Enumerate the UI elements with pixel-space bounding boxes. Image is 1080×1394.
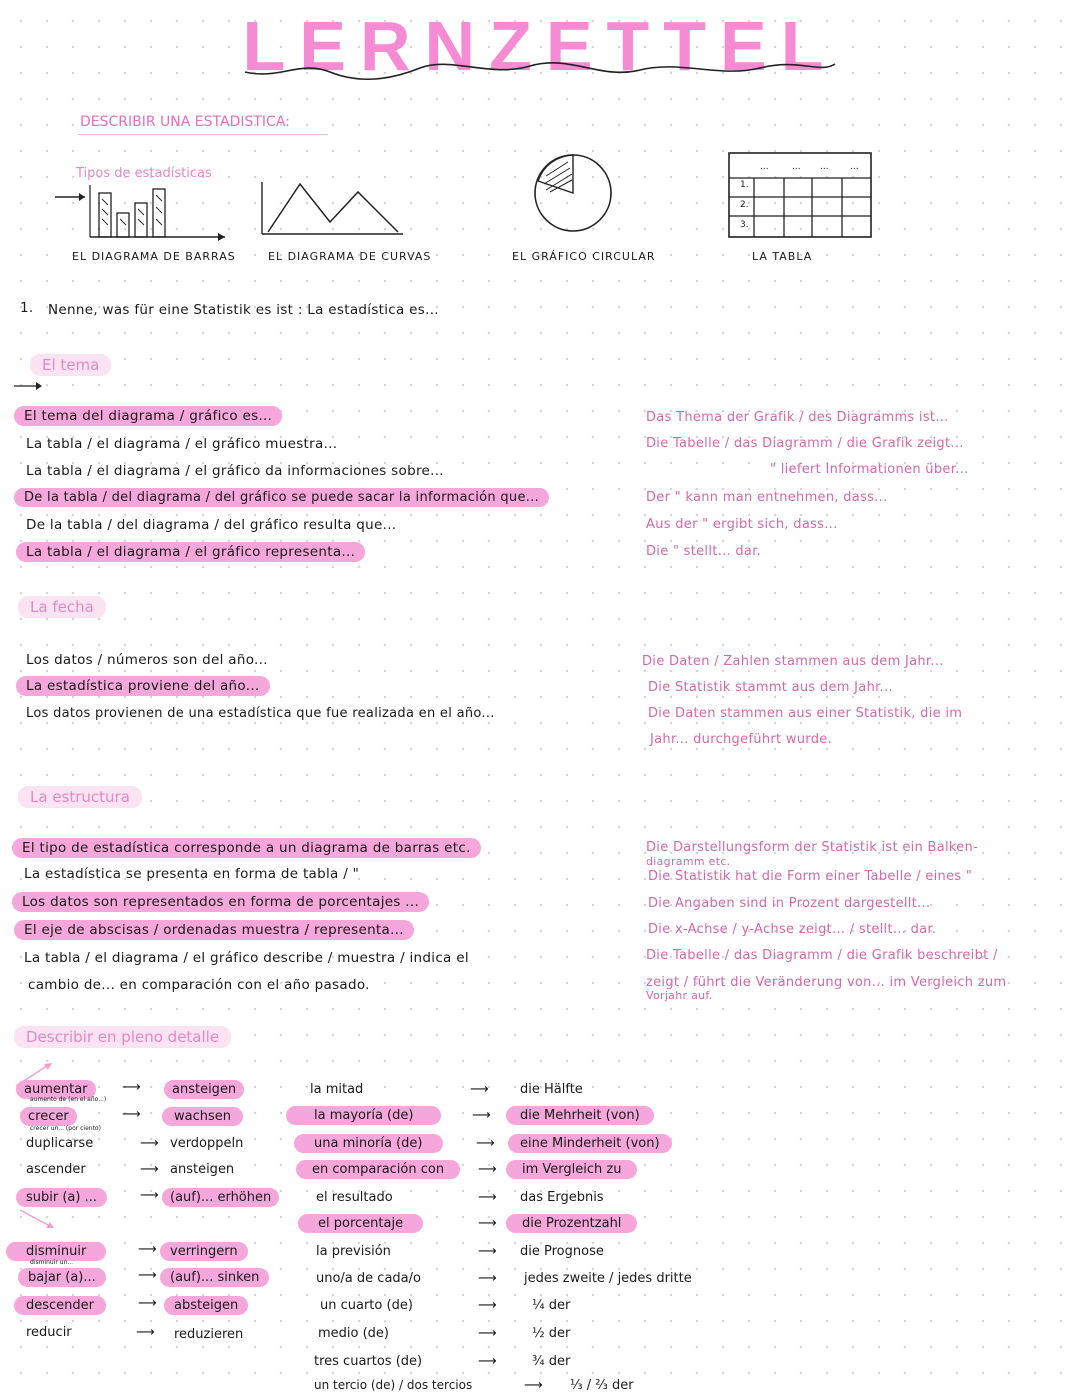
question-number: 1. [20,300,34,316]
tema-es-line: La tabla / el diagrama / el gráfico representa... [16,542,365,562]
phrase-de: die Prognose [520,1244,604,1259]
fecha-es-line: La estadística proviene del año... [16,676,270,696]
estructura-es-line: El eje de abscisas / ordenadas muestra / representa... [14,920,414,940]
fecha-es-line: Los datos / números son del año... [26,652,268,668]
arrow-right-icon: ⟶ [476,1136,495,1151]
tema-de-line: " liefert Informationen über... [770,462,969,477]
verb-de: verdoppeln [170,1136,244,1151]
fecha-de-line: Die Daten stammen aus einer Statistik, die im [648,706,963,721]
verb-es: ascender [26,1162,86,1177]
arrow-right-icon: ⟶ [472,1108,491,1123]
arrow-right-icon: ⟶ [140,1188,159,1203]
estructura-de-line: zeigt / führt die Veränderung von... im Vergleich zum [646,975,1007,990]
phrase-de: im Vergleich zu [506,1160,637,1179]
tema-de-line: Der " kann man entnehmen, dass... [646,490,888,505]
table-row-number: 1. [740,180,749,190]
phrase-es: la mayoría (de) [286,1106,441,1125]
arrow-right-icon: ⟶ [470,1082,489,1097]
estructura-de-line: diagramm etc. [646,855,731,868]
phrase-es: uno/a de cada/o [316,1271,421,1286]
phrase-de: die Prozentzahl [506,1214,637,1233]
phrase-es: un cuarto (de) [320,1298,413,1313]
arrow-right-icon: ⟶ [138,1242,157,1257]
phrase-de: die Mehrheit (von) [506,1106,654,1125]
arrow-right-icon: ⟶ [138,1296,157,1311]
tema-de-line: Aus der " ergibt sich, dass... [646,517,838,532]
verb-es: descender [14,1296,106,1315]
estructura-es-line: cambio de... en comparación con el año pasado. [28,977,370,993]
tema-de-line: Das Thema der Grafik / des Diagramms ist... [646,410,949,425]
phrase-es: un tercio (de) / dos tercios [314,1378,473,1392]
verb-de: verringern [160,1242,248,1261]
phrase-es: tres cuartos (de) [314,1354,423,1369]
table-row-number: 2. [740,200,749,210]
arrow-right-icon: ⟶ [478,1354,497,1369]
phrase-es: en comparación con [296,1160,460,1179]
arrow-right-icon: ⟶ [122,1080,141,1095]
fecha-de-line: Die Daten / Zahlen stammen aus dem Jahr... [642,654,944,669]
estructura-es-line: La estadística se presenta en forma de tabla / " [24,866,360,882]
verb-es: aumentar [16,1080,96,1099]
verb-note: crecer un... (por ciento) [30,1125,101,1132]
estructura-de-line: Die x-Achse / y-Achse zeigt... / stellt... dar. [648,922,937,937]
arrow-right-icon [14,380,44,392]
estructura-es-line: Los datos son representados en forma de porcentajes ... [12,892,429,912]
section-title-estructura: La estructura [18,786,142,808]
phrase-de: eine Minderheit (von) [508,1134,672,1153]
verb-es: bajar (a)... [18,1268,106,1287]
arrow-right-icon: ⟶ [478,1190,497,1205]
verb-note: aumento de (en el año...) [30,1096,107,1103]
verb-es: disminuir [6,1242,106,1261]
title-underline-scribble [240,50,840,90]
estructura-es-line: El tipo de estadística corresponde a un diagrama de barras etc. [12,838,481,858]
phrase-es: una minoría (de) [294,1134,443,1153]
bar-chart-label: EL DIAGRAMA DE BARRAS [72,250,236,263]
verb-de: ansteigen [164,1080,244,1099]
arrow-right-icon: ⟶ [478,1216,497,1231]
line-chart-icon [258,178,408,238]
verb-de: reduzieren [174,1327,244,1342]
phrase-es: medio (de) [318,1326,390,1341]
arrow-right-icon: ⟶ [136,1325,155,1340]
table-row-number: 3. [740,220,749,230]
section-heading: DESCRIBIR UNA ESTADISTICA: [80,114,290,130]
arrow-right-icon: ⟶ [478,1326,497,1341]
verb-es: reducir [26,1325,72,1340]
fecha-de-line: Jahr... durchgeführt wurde. [650,732,833,747]
table-header-dots: ... [760,162,769,172]
pie-chart-label: EL GRÁFICO CIRCULAR [512,250,656,263]
verb-de: (auf)... erhöhen [162,1188,279,1207]
tema-de-line: Die Tabelle / das Diagramm / die Grafik zeigt... [646,436,964,451]
down-arrow-icon [18,1208,58,1230]
phrase-es: el resultado [316,1190,393,1205]
phrase-de: die Hälfte [520,1082,583,1097]
estructura-de-line: Vorjahr auf. [646,989,713,1002]
verb-es: duplicarse [26,1136,94,1151]
arrow-right-icon: ⟶ [478,1298,497,1313]
table-label: LA TABLA [752,250,813,263]
phrase-es: la previsión [316,1244,391,1259]
arrow-right-icon: ⟶ [478,1271,497,1286]
arrow-right-icon: ⟶ [524,1378,543,1393]
verb-es: subir (a) ... [16,1188,107,1207]
table-header-dots: ... [850,162,859,172]
line-chart-label: EL DIAGRAMA DE CURVAS [268,250,432,263]
phrase-de: ½ der [532,1326,571,1341]
phrase-de: das Ergebnis [520,1190,604,1205]
arrow-right-icon: ⟶ [140,1136,159,1151]
arrow-right-icon: ⟶ [478,1162,497,1177]
estructura-de-line: Die Tabelle / das Diagramm / die Grafik beschreibt / [646,948,998,963]
phrase-de: ⅓ / ⅔ der [570,1378,634,1393]
verb-es: crecer [20,1107,77,1126]
phrase-de: ¼ der [532,1298,571,1313]
arrow-right-icon: ⟶ [140,1162,159,1177]
question-text: Nenne, was für eine Statistik es ist : La estadística es... [48,302,439,318]
verb-de: absteigen [164,1296,248,1315]
tema-es-line: De la tabla / del diagrama / del gráfico resulta que... [26,517,397,533]
heading-underline [78,134,328,135]
pie-chart-icon [532,152,614,234]
estructura-de-line: Die Darstellungsform der Statistik ist ein Balken- [646,840,979,855]
fecha-de-line: Die Statistik stammt aus dem Jahr... [648,680,893,695]
tema-es-line: De la tabla / del diagrama / del gráfico se puede sacar la información que... [14,488,549,507]
tema-de-line: Die " stellt... dar. [646,544,762,559]
phrase-de: jedes zweite / jedes dritte [524,1271,692,1286]
arrow-right-icon: ⟶ [478,1244,497,1259]
page-title: LERNZETTEL [242,7,838,85]
verb-de: wachsen [162,1107,243,1126]
verb-de: ansteigen [170,1162,235,1177]
section-title-fecha: La fecha [18,596,106,618]
phrase-es: el porcentaje [298,1214,423,1233]
verb-de: (auf)... sinken [160,1268,269,1287]
tema-es-line: El tema del diagrama / gráfico es... [14,406,282,426]
bar-chart-icon [55,185,230,245]
estructura-de-line: Die Angaben sind in Prozent dargestellt... [648,896,931,911]
phrase-es: la mitad [310,1082,364,1097]
estructura-es-line: La tabla / el diagrama / el gráfico describe / muestra / indica el [24,950,469,966]
arrow-right-icon: ⟶ [138,1268,157,1283]
table-header-dots: ... [820,162,829,172]
section-title-tema: El tema [30,354,111,376]
section-title-detalle: Describir en pleno detalle [14,1026,231,1048]
types-caption: Tipos de estadísticas [76,166,212,181]
tema-es-line: La tabla / el diagrama / el gráfico muestra... [26,436,338,452]
table-header-dots: ... [792,162,801,172]
fecha-es-line: Los datos provienen de una estadística que fue realizada en el año... [26,706,495,721]
arrow-right-icon: ⟶ [122,1107,141,1122]
verb-note: disminuir un... [30,1259,74,1266]
tema-es-line: La tabla / el diagrama / el gráfico da informaciones sobre... [26,463,444,479]
phrase-de: ¾ der [532,1354,571,1369]
estructura-de-line: Die Statistik hat die Form einer Tabelle / eines " [648,869,973,884]
